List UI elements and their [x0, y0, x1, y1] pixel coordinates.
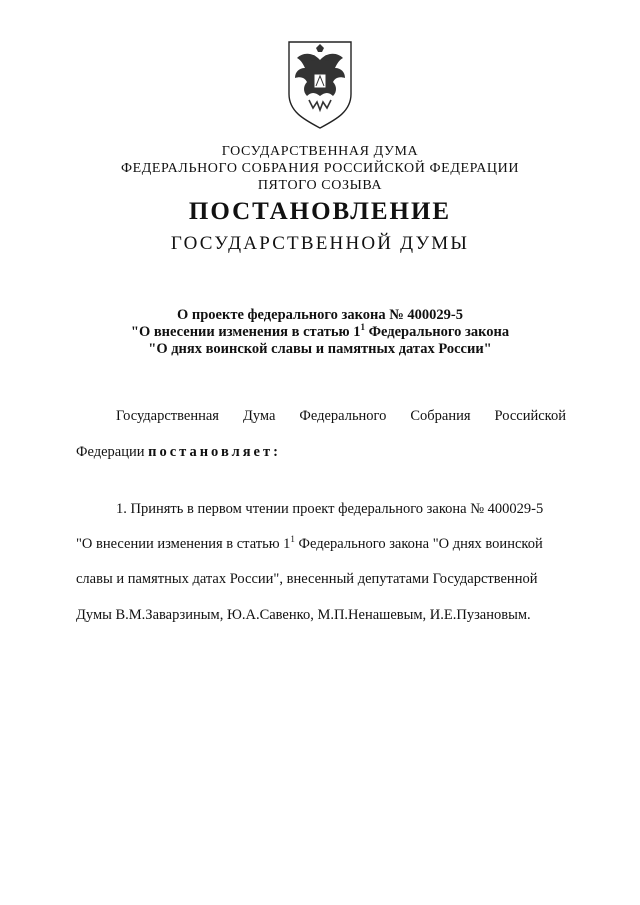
header-line-convocation: ПЯТОГО СОЗЫВА [257, 178, 383, 193]
subject-line-2-superscript: 1 [360, 322, 365, 332]
point1-line-3: славы и памятных датах России", внесенный депутатами Государственной [76, 571, 538, 587]
preamble-word: Российской [494, 408, 566, 424]
coat-of-arms-emblem [283, 38, 357, 130]
preamble-word: Собрания [410, 408, 471, 424]
preamble-word: Федерального [299, 408, 387, 424]
preamble-prefix: Федерации [76, 444, 149, 460]
header-line-assembly: ФЕДЕРАЛЬНОГО СОБРАНИЯ РОССИЙСКОЙ ФЕДЕРАЦИИ [120, 161, 520, 176]
point1-line-2-after: Федерального закона "О днях воинской [294, 536, 543, 552]
document-type-title: ПОСТАНОВЛЕНИЕ [188, 198, 452, 225]
preamble-line-2 [76, 443, 566, 461]
header-line-duma: ГОСУДАРСТВЕННАЯ ДУМА [221, 144, 419, 159]
point1-line-4: Думы В.М.Заварзиным, Ю.А.Савенко, М.П.Ненашевым, И.Е.Пузановым. [76, 607, 531, 623]
point1-line-2 [76, 535, 566, 553]
subject-line-1: О проекте федерального закона № 400029-5 [176, 307, 464, 323]
point1-line-2-superscript: 1 [290, 534, 295, 544]
subject-line-2-before: "О внесении изменения в статью 1 [130, 324, 361, 340]
subject-line-2 [0, 323, 640, 341]
resolves-word: постановляет: [148, 444, 281, 460]
preamble-word: Государственная [116, 408, 219, 424]
preamble-word: Дума [242, 408, 276, 424]
document-issuer-title: ГОСУДАРСТВЕННОЙ ДУМЫ [170, 233, 470, 254]
subject-line-2-after: Федерального закона [364, 324, 510, 340]
preamble-line-1 [76, 407, 566, 425]
point1-line-1: 1. Принять в первом чтении проект федерального закона № 400029-5 [116, 501, 544, 517]
subject-line-3: "О днях воинской славы и памятных датах России" [148, 341, 492, 357]
point1-line-2-before: "О внесении изменения в статью 1 [76, 536, 291, 552]
